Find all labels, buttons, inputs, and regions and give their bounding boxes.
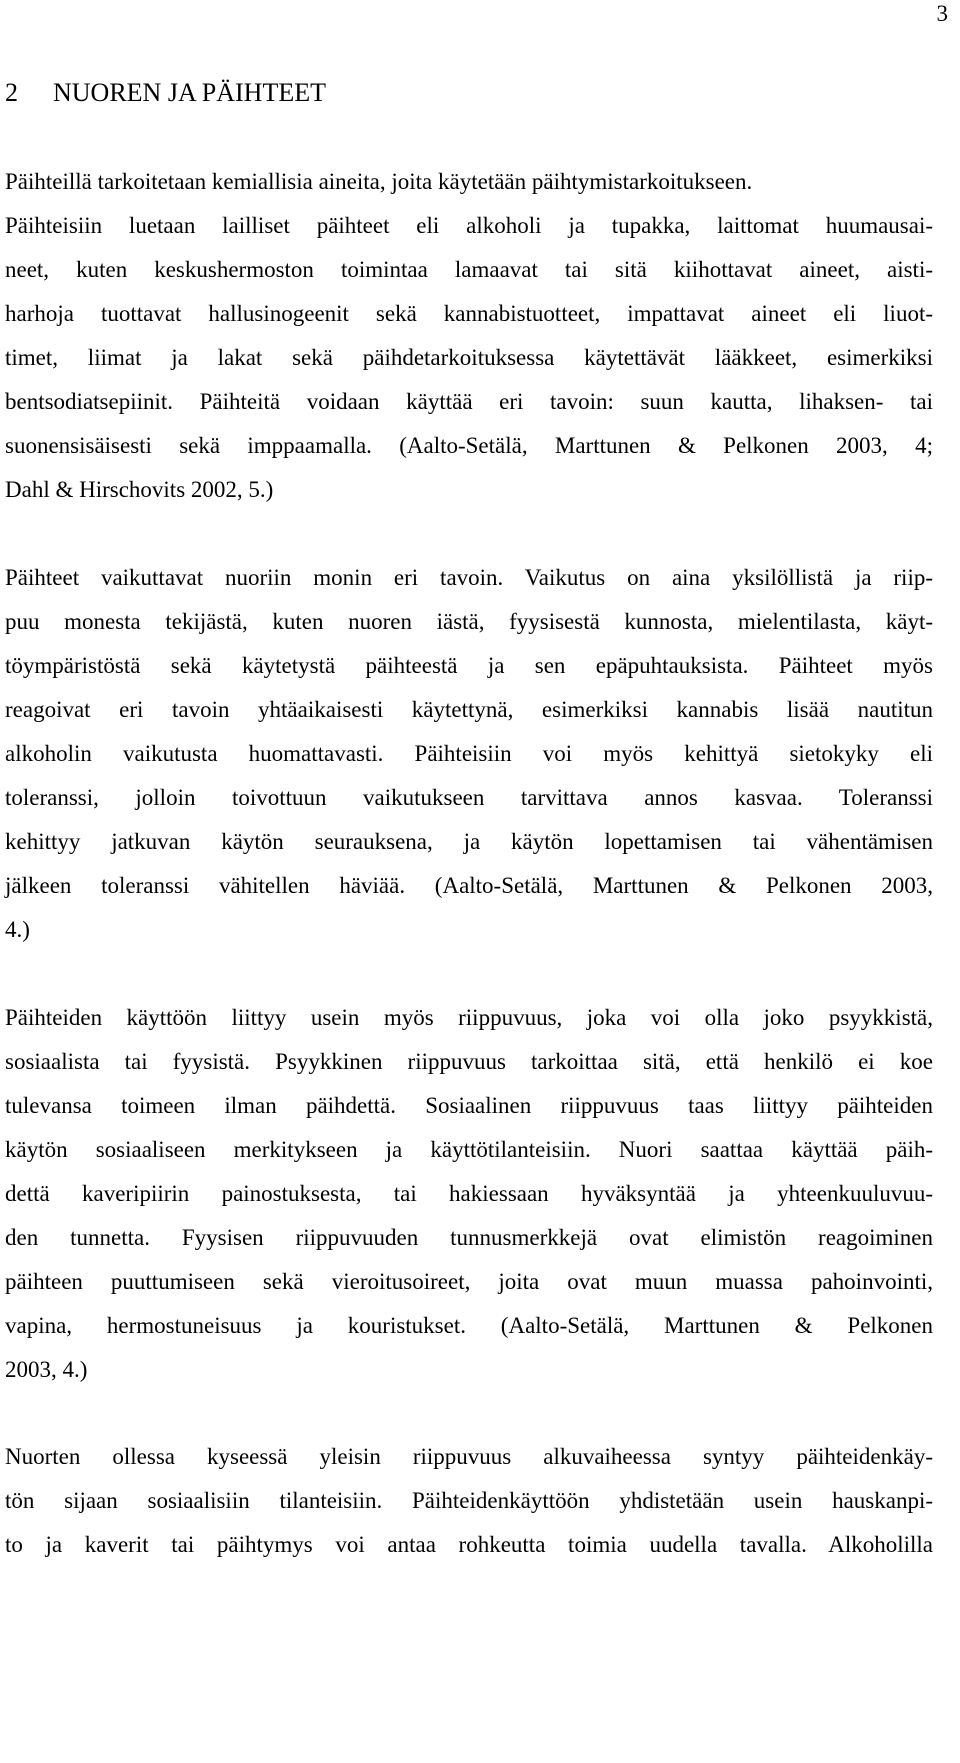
text-line: to ja kaverit tai päihtymys voi antaa rohkeutta toimia uudella tavalla. Alkoholilla xyxy=(5,1532,933,1557)
section-number: 2 xyxy=(5,78,18,107)
text-line: tön sijaan sosiaalisiin tilanteisiin. Päihteidenkäyttöön yhdistetään usein hauskanpi- xyxy=(5,1488,933,1513)
text-line: alkoholin vaikutusta huomattavasti. Päihteisiin voi myös kehittyä sietokyky eli xyxy=(5,741,933,766)
text-line: den tunnetta. Fyysisen riippuvuuden tunnusmerkkejä ovat elimistön reagoiminen xyxy=(5,1225,933,1250)
text-line: vapina, hermostuneisuus ja kouristukset. (Aalto-Setälä, Marttunen & Pelkonen xyxy=(5,1313,933,1338)
text-line: jälkeen toleranssi vähitellen häviää. (Aalto-Setälä, Marttunen & Pelkonen 2003, xyxy=(5,873,933,898)
paragraph xyxy=(5,170,933,522)
text-line: Päihteet vaikuttavat nuoriin monin eri tavoin. Vaikutus on aina yksilöllistä ja riip- xyxy=(5,565,933,590)
text-line: harhoja tuottavat hallusinogeenit sekä kannabistuotteet, impattavat aineet eli liuot- xyxy=(5,301,933,326)
text-line: töympäristöstä sekä käytetystä päihteestä ja sen epäpuhtauksista. Päihteet myös xyxy=(5,653,933,678)
text-line: kehittyy jatkuvan käytön seurauksena, ja käytön lopettamisen tai vähentämisen xyxy=(5,829,933,854)
paragraph xyxy=(5,1445,933,1577)
text-line: Päihteiden käyttöön liittyy usein myös riippuvuus, joka voi olla joko psyykkistä, xyxy=(5,1005,933,1030)
text-line: 2003, 4.) xyxy=(5,1357,88,1382)
text-line: suonensisäisesti sekä imppaamalla. (Aalto-Setälä, Marttunen & Pelkonen 2003, 4; xyxy=(5,433,933,458)
text-line: timet, liimat ja lakat sekä päihdetarkoituksessa käytettävät lääkkeet, esimerkiksi xyxy=(5,345,933,370)
text-line: käytön sosiaaliseen merkitykseen ja käyttötilanteisiin. Nuori saattaa käyttää päih- xyxy=(5,1137,933,1162)
text-line: Päihteisiin luetaan lailliset päihteet eli alkoholi ja tupakka, laittomat huumausai- xyxy=(5,213,933,238)
text-line: päihteen puuttumiseen sekä vieroitusoireet, joita ovat muun muassa pahoinvointi, xyxy=(5,1269,933,1294)
paragraph xyxy=(5,566,933,962)
page-number: 3 xyxy=(936,1,948,26)
text-line: Nuorten ollessa kyseessä yleisin riippuvuus alkuvaiheessa syntyy päihteidenkäy- xyxy=(5,1444,933,1469)
text-line: puu monesta tekijästä, kuten nuoren iästä, fyysisestä kunnosta, mielentilasta, käyt- xyxy=(5,609,933,634)
section-title: NUOREN JA PÄIHTEET xyxy=(53,78,326,107)
text-line: reagoivat eri tavoin yhtäaikaisesti käytettynä, esimerkiksi kannabis lisää nautitun xyxy=(5,697,933,722)
text-line: Dahl & Hirschovits 2002, 5.) xyxy=(5,477,274,502)
text-line: dettä kaveripiirin painostuksesta, tai hakiessaan hyväksyntää ja yhteenkuuluvuu- xyxy=(5,1181,933,1206)
text-line: tulevansa toimeen ilman päihdettä. Sosiaalinen riippuvuus taas liittyy päihteiden xyxy=(5,1093,933,1118)
text-line: toleranssi, jolloin toivottuun vaikutukseen tarvittava annos kasvaa. Toleranssi xyxy=(5,785,933,810)
text-line: Päihteillä tarkoitetaan kemiallisia aineita, joita käytetään päihtymistarkoitukseen. xyxy=(5,169,753,194)
text-line: neet, kuten keskushermoston toimintaa lamaavat tai sitä kiihottavat aineet, aisti- xyxy=(5,257,933,282)
text-line: bentsodiatsepiinit. Päihteitä voidaan käyttää eri tavoin: suun kautta, lihaksen- tai xyxy=(5,389,933,414)
section-heading xyxy=(5,80,326,106)
text-line: sosiaalista tai fyysistä. Psyykkinen riippuvuus tarkoittaa sitä, että henkilö ei koe xyxy=(5,1049,933,1074)
paragraph xyxy=(5,1006,933,1402)
text-line: 4.) xyxy=(5,917,30,942)
